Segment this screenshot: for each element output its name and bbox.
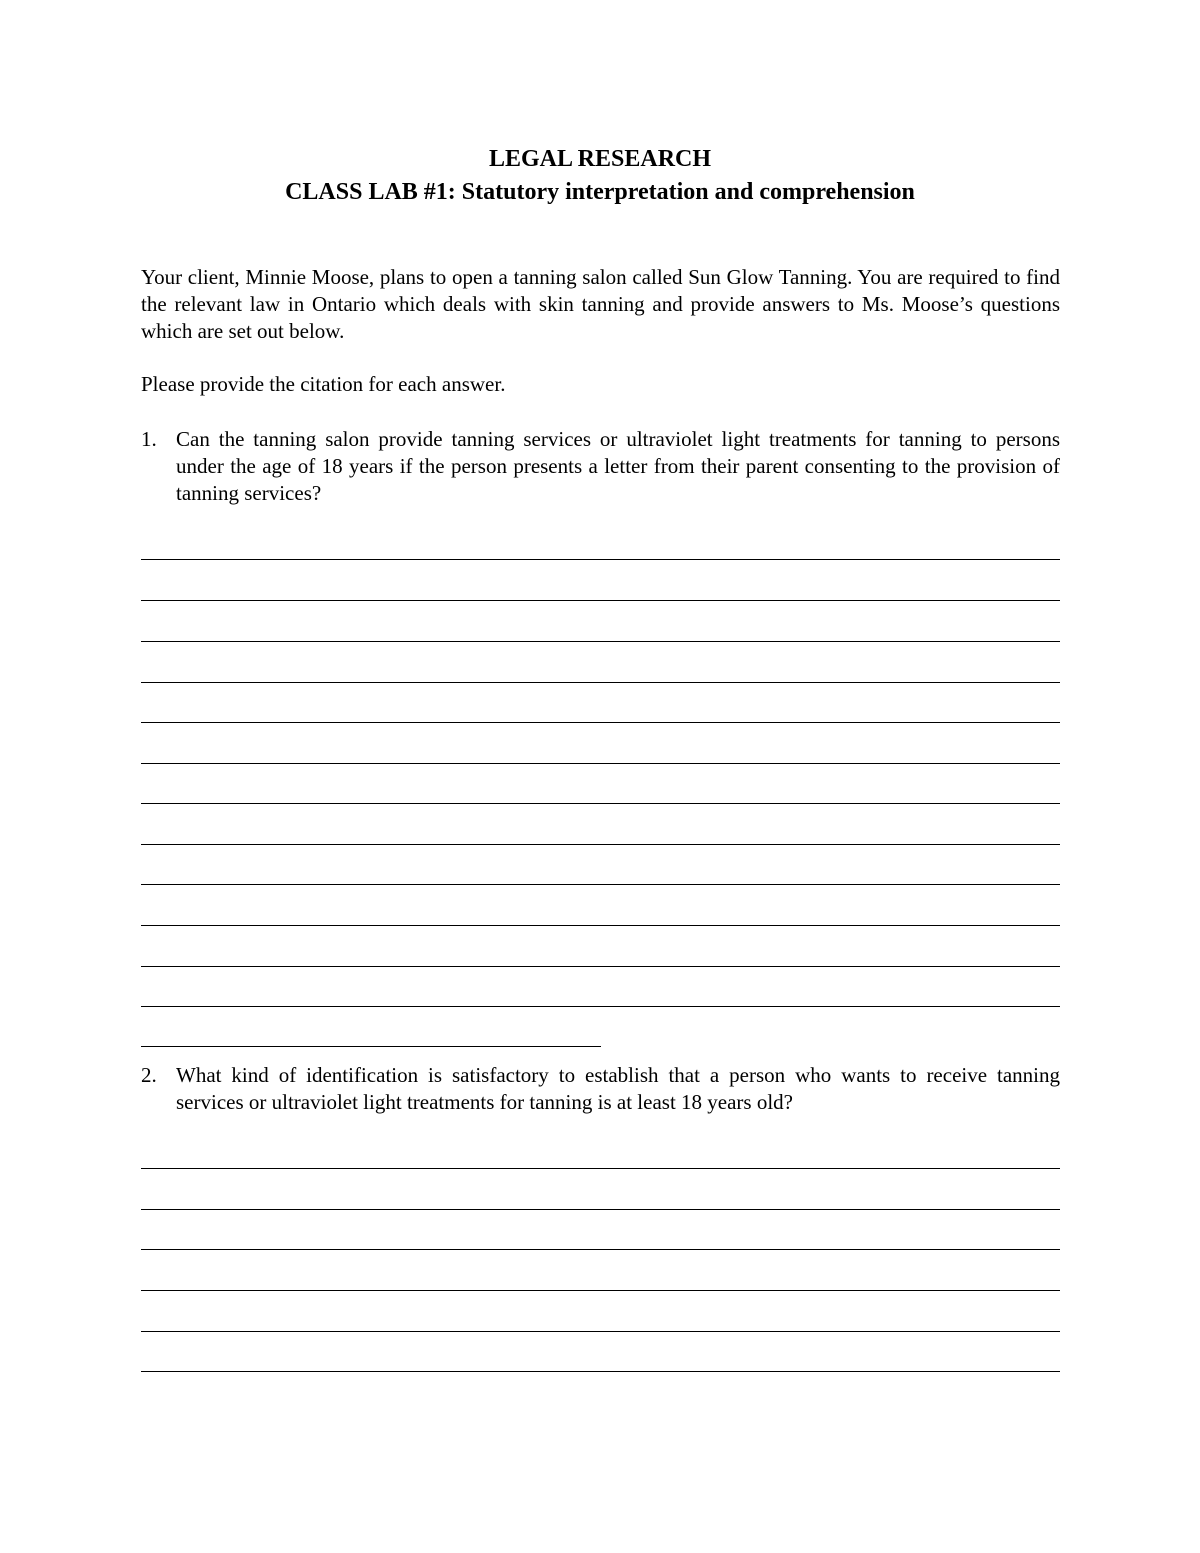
answer-line[interactable]	[141, 722, 1060, 723]
answer-line[interactable]	[141, 884, 1060, 885]
question-2	[141, 1062, 1060, 1116]
answer-line[interactable]	[141, 1249, 1060, 1250]
answer-line[interactable]	[141, 925, 1060, 926]
answer-line[interactable]	[141, 600, 1060, 601]
question-text: Can the tanning salon provide tanning services or ultraviolet light treatments for tanning to persons under the age of 18 years if the person presents a letter from their parent consenting to the provision of tanning services?	[176, 427, 1060, 505]
question-text: What kind of identification is satisfactory to establish that a person who wants to receive tanning services or ultraviolet light treatments for tanning is at least 18 years old?	[176, 1063, 1060, 1114]
answer-line[interactable]	[141, 559, 1060, 560]
answer-line[interactable]	[141, 1006, 1060, 1007]
answer-line[interactable]	[141, 682, 1060, 683]
question-number: 1.	[141, 427, 157, 451]
answer-line[interactable]	[141, 1046, 601, 1047]
answer-line[interactable]	[141, 1209, 1060, 1210]
answer-line[interactable]	[141, 1290, 1060, 1291]
document-header	[0, 143, 1200, 209]
document-subtitle: CLASS LAB #1: Statutory interpretation and comprehension	[285, 179, 915, 205]
answer-line[interactable]	[141, 844, 1060, 845]
answer-line[interactable]	[141, 966, 1060, 967]
answer-line[interactable]	[141, 641, 1060, 642]
question-number: 2.	[141, 1063, 157, 1087]
intro-paragraph: Your client, Minnie Moose, plans to open a tanning salon called Sun Glow Tanning. You are required to find the relevant law in Ontario which deals with skin tanning and provide answers to Ms. Moose’s questions which are set out below.	[141, 265, 1060, 343]
document-title: LEGAL RESEARCH	[488, 146, 712, 172]
answer-line[interactable]	[141, 803, 1060, 804]
instruction-paragraph: Please provide the citation for each answer.	[141, 372, 506, 396]
answer-line[interactable]	[141, 1371, 1060, 1372]
answer-line[interactable]	[141, 763, 1060, 764]
answer-line[interactable]	[141, 1331, 1060, 1332]
answer-line[interactable]	[141, 1168, 1060, 1169]
question-1	[141, 426, 1060, 507]
